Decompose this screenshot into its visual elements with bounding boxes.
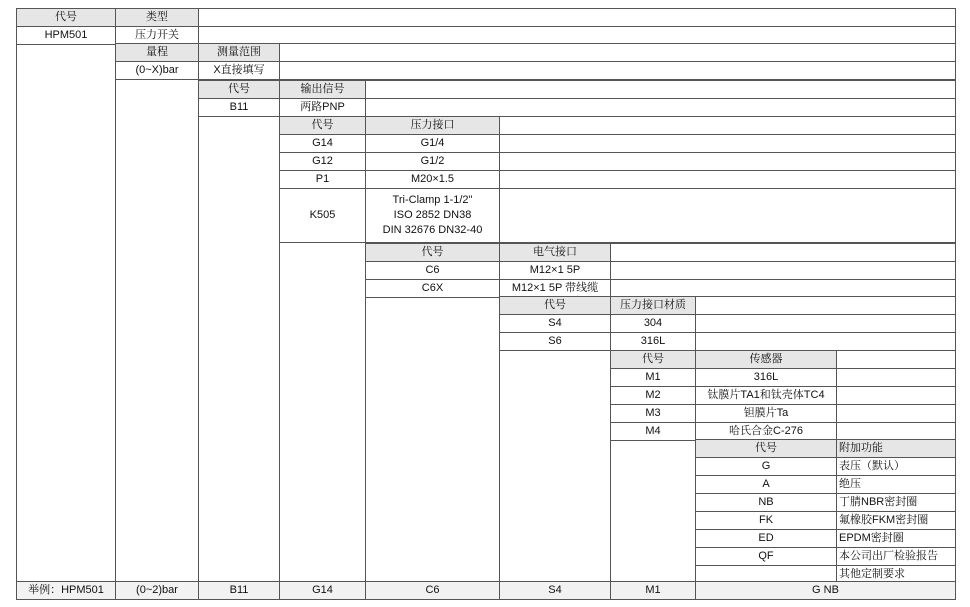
group-3-option-1-code: G12 — [279, 152, 366, 171]
group-4-option-1-code: C6X — [365, 279, 500, 298]
group-1-spacer — [279, 43, 956, 62]
group-2-column-fill — [198, 116, 280, 582]
example-cell-5: S4 — [499, 581, 611, 600]
group-7-option-5-code: QF — [695, 547, 837, 566]
group-3-spacer-row — [499, 170, 956, 189]
group-6-option-3-code: M4 — [610, 422, 696, 441]
group-6-option-1-label: 钛膜片TA1和钛壳体TC4 — [695, 386, 837, 405]
group-2-label-header: 输出信号 — [279, 80, 366, 99]
group-6-option-3-label: 哈氏合金C-276 — [695, 422, 837, 441]
group-5-option-0-label: 304 — [610, 314, 696, 333]
group-3-option-3-code: K505 — [279, 188, 366, 243]
group-5-spacer — [695, 296, 956, 315]
group-0-option-0-label: 压力开关 — [115, 26, 199, 45]
group-3-spacer-row — [499, 152, 956, 171]
group-7-option-2-code: NB — [695, 493, 837, 512]
group-7-option-3-code: FK — [695, 511, 837, 530]
group-2-spacer-row — [365, 98, 956, 117]
group-5-code-header: 代号 — [499, 296, 611, 315]
group-3-spacer-row — [499, 188, 956, 243]
group-6-label-header: 传感器 — [695, 350, 837, 369]
group-4-option-0-label: M12×1 5P — [499, 261, 611, 280]
group-0-spacer — [198, 8, 956, 27]
group-3-label-header: 压力接口 — [365, 116, 500, 135]
group-2-spacer — [365, 80, 956, 99]
group-5-option-0-code: S4 — [499, 314, 611, 333]
group-6-code-header: 代号 — [610, 350, 696, 369]
group-3-column-fill — [279, 242, 366, 582]
group-0-option-0-code: HPM501 — [16, 26, 116, 45]
group-4-column-fill — [365, 297, 500, 582]
group-2-option-0-code: B11 — [198, 98, 280, 117]
group-6-option-1-code: M2 — [610, 386, 696, 405]
group-7-option-0-label: 表压（默认） — [836, 457, 956, 476]
group-7-option-6-label: 其他定制要求 — [836, 565, 956, 584]
group-7-option-1-label: 绝压 — [836, 475, 956, 494]
example-cell-4: C6 — [365, 581, 500, 600]
group-1-column-fill — [115, 79, 199, 582]
group-3-spacer — [499, 116, 956, 135]
group-2-option-0-label: 两路PNP — [279, 98, 366, 117]
group-6-option-2-code: M3 — [610, 404, 696, 423]
group-1-spacer-row — [279, 61, 956, 80]
example-cell-7: G NB — [695, 581, 956, 600]
group-4-option-1-label: M12×1 5P 带线缆 — [499, 279, 611, 298]
group-5-column-fill — [499, 350, 611, 582]
example-cell-0: 举例：HPM501 — [16, 581, 116, 600]
group-4-code-header: 代号 — [365, 243, 500, 262]
group-3-option-2-code: P1 — [279, 170, 366, 189]
group-6-option-2-label: 钽膜片Ta — [695, 404, 837, 423]
group-3-option-0-code: G14 — [279, 134, 366, 153]
group-7-option-1-code: A — [695, 475, 837, 494]
group-3-option-3-label-line: DIN 32676 DN32-40 — [382, 223, 483, 236]
group-1-option-0-label: X直接填写 — [198, 61, 280, 80]
group-6-option-0-label: 316L — [695, 368, 837, 387]
group-6-spacer — [836, 350, 956, 369]
group-4-spacer — [610, 243, 956, 262]
group-7-option-2-label: 丁腈NBR密封圈 — [836, 493, 956, 512]
group-6-spacer-row — [836, 386, 956, 405]
example-cell-3: G14 — [279, 581, 366, 600]
group-0-column-fill — [16, 44, 116, 582]
example-cell-6: M1 — [610, 581, 696, 600]
group-5-option-1-code: S6 — [499, 332, 611, 351]
group-0-code-header: 代号 — [16, 8, 116, 27]
group-5-label-header: 压力接口材质 — [610, 296, 696, 315]
group-4-option-0-code: C6 — [365, 261, 500, 280]
group-1-option-0-code: (0~X)bar — [115, 61, 199, 80]
group-7-option-0-code: G — [695, 457, 837, 476]
group-3-spacer-row — [499, 134, 956, 153]
example-cell-1: (0~2)bar — [115, 581, 199, 600]
group-4-label-header: 电气接口 — [499, 243, 611, 262]
group-3-option-2-label: M20×1.5 — [365, 170, 500, 189]
group-7-option-4-code: ED — [695, 529, 837, 548]
group-7-label-header: 附加功能 — [836, 439, 956, 458]
group-7-code-header: 代号 — [695, 439, 837, 458]
group-6-option-0-code: M1 — [610, 368, 696, 387]
group-5-spacer-row — [695, 314, 956, 333]
group-4-spacer-row — [610, 261, 956, 280]
group-6-column-fill — [610, 440, 696, 582]
group-6-spacer-row — [836, 404, 956, 423]
group-2-code-header: 代号 — [198, 80, 280, 99]
group-1-code-header: 量程 — [115, 43, 199, 62]
group-6-spacer-row — [836, 368, 956, 387]
group-3-option-3-label — [365, 188, 500, 243]
group-5-spacer-row — [695, 332, 956, 351]
group-3-option-0-label: G1/4 — [365, 134, 500, 153]
group-7-option-5-label: 本公司出厂检验报告 — [836, 547, 956, 566]
group-7-option-4-label: EPDM密封圈 — [836, 529, 956, 548]
example-cell-2: B11 — [198, 581, 280, 600]
group-0-label-header: 类型 — [115, 8, 199, 27]
group-1-label-header: 测量范围 — [198, 43, 280, 62]
group-3-option-3-label-line: Tri-Clamp 1-1/2" — [392, 194, 473, 207]
group-3-option-1-label: G1/2 — [365, 152, 500, 171]
group-3-code-header: 代号 — [279, 116, 366, 135]
group-3-option-3-label-line: ISO 2852 DN38 — [393, 209, 472, 222]
group-7-option-3-label: 氟橡胶FKM密封圈 — [836, 511, 956, 530]
group-5-option-1-label: 316L — [610, 332, 696, 351]
